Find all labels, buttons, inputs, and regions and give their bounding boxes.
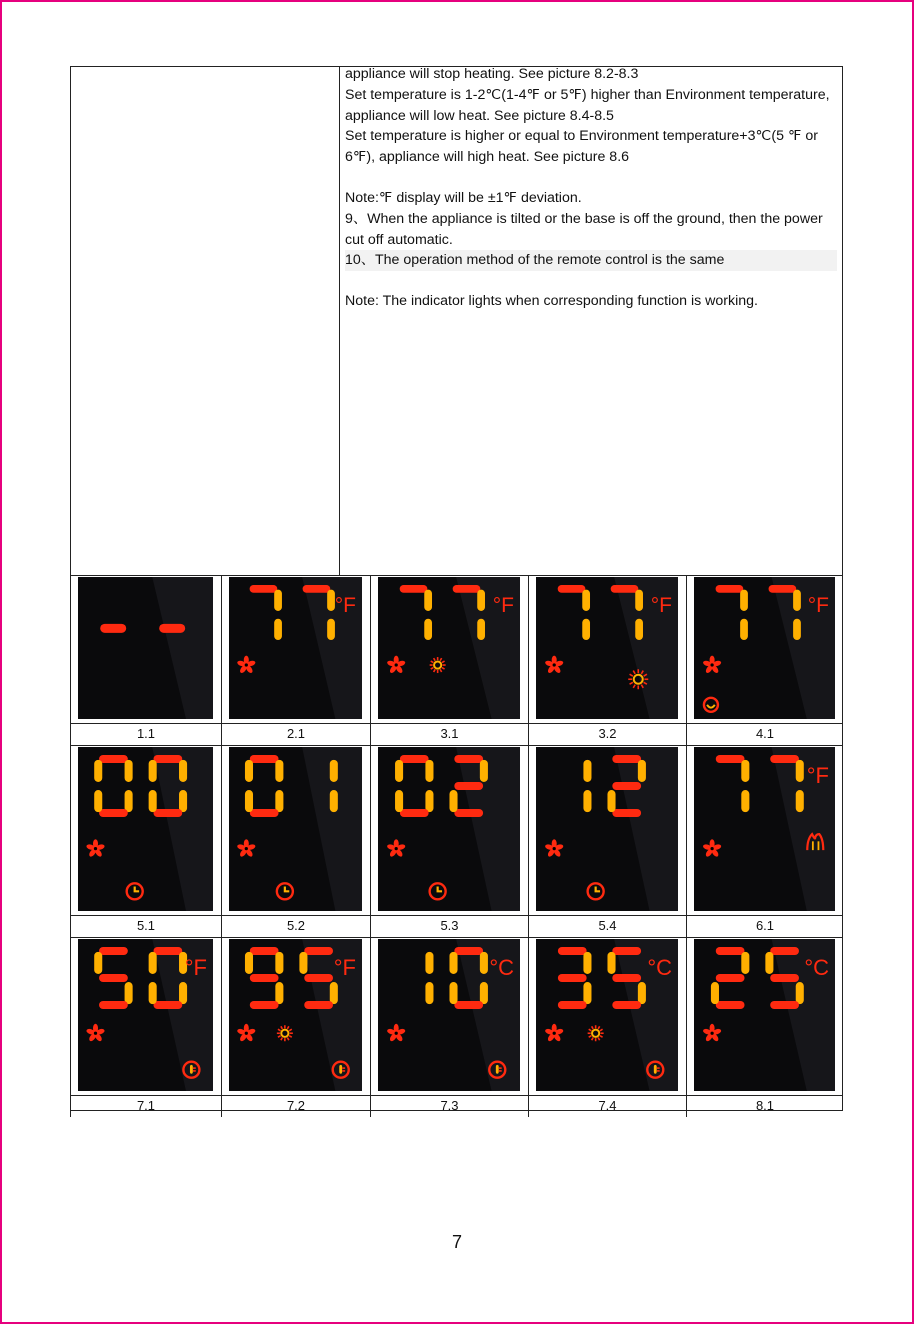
lcd-segment (304, 974, 333, 982)
lcd-segment (395, 790, 403, 812)
lcd-segment (425, 790, 433, 812)
unit-label: °F (333, 954, 356, 980)
lcd-segment (741, 790, 749, 812)
lcd-segment (250, 809, 279, 817)
picture-caption: 1.1 (70, 723, 221, 745)
lcd-display (378, 577, 520, 719)
lcd-segment (449, 982, 457, 1004)
paragraph: Set temperature is 1-2℃(1-4℉ or 5℉) higher than Environment temperature, appliance will low heat. See picture 8.4-8.5 (345, 86, 830, 124)
lcd-segment (275, 982, 283, 1004)
page-number: 7 (451, 1232, 462, 1252)
lcd-segment (425, 982, 433, 1004)
lcd-display (694, 939, 835, 1091)
lcd-segment (796, 790, 804, 812)
paragraph: 9、When the appliance is tilted or the base is off the ground, then the power cut off automatic. (345, 210, 823, 248)
picture-caption: 3.1 (370, 723, 528, 745)
lcd-segment (99, 1001, 128, 1009)
lcd-segment (149, 760, 157, 782)
lcd-segment (424, 590, 432, 611)
lcd-segment (769, 585, 797, 593)
lcd-display-panel (229, 577, 362, 719)
lcd-segment (558, 947, 587, 955)
lcd-segment (741, 952, 749, 974)
lcd-segment (453, 585, 481, 593)
lcd-segment (454, 782, 483, 790)
lcd-segment (796, 760, 804, 782)
lcd-display (378, 747, 520, 911)
lcd-segment (245, 952, 253, 974)
grid-line (70, 723, 843, 724)
unit-label: °F (184, 954, 207, 980)
lcd-segment (400, 755, 429, 763)
lcd-segment (274, 590, 282, 611)
lcd-segment (304, 947, 333, 955)
lcd-segment (611, 585, 639, 593)
lcd-segment (330, 790, 338, 812)
picture-caption: 6.1 (686, 915, 843, 937)
lcd-display-panel (694, 577, 835, 719)
lcd-segment (480, 760, 488, 782)
lcd-segment (425, 760, 433, 782)
lcd-segment (153, 755, 182, 763)
lcd-segment (250, 755, 279, 763)
lcd-segment (477, 619, 485, 640)
lcd-segment (612, 782, 641, 790)
unit-label: °F (650, 593, 672, 617)
lcd-segment (558, 585, 586, 593)
lcd-segment (582, 590, 590, 611)
unit-label: °F (492, 593, 514, 617)
lcd-display-panel (378, 939, 520, 1091)
lcd-segment (179, 760, 187, 782)
grid-line (70, 1095, 843, 1096)
lcd-segment (796, 982, 804, 1004)
unit-label: °C (647, 954, 672, 980)
lcd-segment (635, 590, 643, 611)
lcd-segment (250, 1001, 279, 1009)
lcd-segment (153, 1001, 182, 1009)
lcd-segment (638, 982, 646, 1004)
lcd-segment (425, 952, 433, 974)
lcd-segment (480, 982, 488, 1004)
lcd-segment (770, 974, 799, 982)
picture-caption: 2.1 (221, 723, 370, 745)
lcd-segment (583, 952, 591, 974)
picture-caption: 3.2 (528, 723, 686, 745)
lcd-segment (607, 952, 615, 974)
lcd-segment (303, 585, 331, 593)
lcd-segment (477, 590, 485, 611)
lcd-segment (400, 809, 429, 817)
grid-line (528, 575, 529, 1111)
lcd-display (536, 747, 678, 911)
lcd-display-panel (694, 747, 835, 911)
lcd-segment (558, 1001, 587, 1009)
lcd-segment (395, 760, 403, 782)
lcd-dash (159, 624, 185, 633)
lcd-display (536, 939, 678, 1091)
lcd-segment (454, 1001, 483, 1009)
lcd-segment (327, 619, 335, 640)
spacer (345, 168, 837, 188)
lcd-segment (330, 982, 338, 1004)
table-divider (339, 66, 340, 576)
lcd-segment (245, 790, 253, 812)
lcd-segment (149, 982, 157, 1004)
lcd-segment (275, 952, 283, 974)
lcd-segment (770, 1001, 799, 1009)
paragraph: Note:℉ display will be ±1℉ deviation. (345, 189, 582, 206)
lcd-display-panel (78, 939, 213, 1091)
unit-label: °F (807, 593, 829, 617)
picture-caption: 5.4 (528, 915, 686, 937)
picture-caption: 7.3 (370, 1095, 528, 1117)
lcd-segment (716, 1001, 745, 1009)
lcd-segment (99, 809, 128, 817)
spacer (345, 271, 837, 291)
lcd-segment (99, 947, 128, 955)
lcd-display (536, 577, 678, 719)
lcd-segment (275, 760, 283, 782)
lcd-segment (770, 947, 799, 955)
lcd-segment (274, 619, 282, 640)
lcd-display (694, 577, 835, 719)
lcd-segment (741, 760, 749, 782)
lcd-segment (330, 760, 338, 782)
lcd-segment (99, 974, 128, 982)
lcd-segment (149, 952, 157, 974)
lcd-segment (612, 755, 641, 763)
instructions-text (345, 64, 837, 312)
lcd-segment (94, 760, 102, 782)
picture-caption: 5.2 (221, 915, 370, 937)
lcd-display-panel (536, 577, 678, 719)
lcd-display (378, 939, 520, 1091)
lcd-segment (583, 790, 591, 812)
paragraph: 10、The operation method of the remote control is the same (345, 250, 837, 271)
lcd-segment (454, 809, 483, 817)
lcd-segment (449, 790, 457, 812)
lcd-segment (793, 590, 801, 611)
lcd-segment (793, 619, 801, 640)
lcd-segment (716, 755, 745, 763)
lcd-segment (765, 952, 773, 974)
lcd-segment (299, 952, 307, 974)
unit-label: °F (806, 762, 829, 788)
lcd-display-panel (78, 747, 213, 911)
grid-line (686, 575, 687, 1111)
lcd-segment (125, 982, 133, 1004)
lcd-segment (740, 619, 748, 640)
lcd-segment (716, 974, 745, 982)
lcd-display-panel (378, 747, 520, 911)
picture-caption: 4.1 (686, 723, 843, 745)
lcd-segment (454, 755, 483, 763)
lcd-display-panel (536, 939, 678, 1091)
lcd-segment (716, 947, 745, 955)
lcd-segment (454, 947, 483, 955)
lcd-segment (94, 790, 102, 812)
unit-label: °C (489, 954, 514, 980)
lcd-display-panel (78, 577, 213, 719)
lcd-segment (179, 790, 187, 812)
lcd-segment (638, 760, 646, 782)
lcd-display-panel (229, 747, 362, 911)
lcd-display (694, 747, 835, 911)
picture-caption: 8.1 (686, 1095, 843, 1117)
grid-line (370, 575, 371, 1111)
picture-caption: 7.4 (528, 1095, 686, 1117)
lcd-display-panel (694, 939, 835, 1091)
grid-line (70, 937, 843, 938)
lcd-segment (424, 619, 432, 640)
lcd-segment (635, 619, 643, 640)
lcd-display-panel (229, 939, 362, 1091)
lcd-display (229, 939, 362, 1091)
lcd-segment (125, 760, 133, 782)
paragraph: Set temperature is higher or equal to Environment temperature+3℃(5 ℉ or 6℉), appliance will high heat. See picture 8.6 (345, 128, 819, 166)
unit-label: °F (334, 593, 356, 617)
lcd-segment (607, 790, 615, 812)
lcd-segment (304, 1001, 333, 1009)
lcd-segment (770, 755, 799, 763)
picture-caption: 5.3 (370, 915, 528, 937)
lcd-segment (179, 982, 187, 1004)
lcd-display-panel (536, 747, 678, 911)
lcd-segment (449, 952, 457, 974)
lcd-segment (612, 809, 641, 817)
lcd-segment (716, 585, 744, 593)
lcd-dash (100, 624, 126, 633)
lcd-segment (94, 952, 102, 974)
lcd-display (78, 747, 213, 911)
lcd-display (78, 939, 213, 1091)
lcd-segment (250, 947, 279, 955)
lcd-segment (612, 1001, 641, 1009)
grid-line (70, 745, 843, 746)
picture-caption: 7.2 (221, 1095, 370, 1117)
lcd-segment (480, 952, 488, 974)
lcd-display (229, 747, 362, 911)
picture-caption: 5.1 (70, 915, 221, 937)
paragraph: Note: The indicator lights when corresponding function is working. (345, 293, 758, 310)
lcd-display (229, 577, 362, 719)
lcd-segment (99, 755, 128, 763)
lcd-segment (612, 947, 641, 955)
lcd-segment (612, 974, 641, 982)
lcd-segment (149, 790, 157, 812)
grid-line (70, 915, 843, 916)
lcd-display-panel (378, 577, 520, 719)
grid-line (221, 575, 222, 1111)
lcd-segment (583, 760, 591, 782)
lcd-segment (153, 947, 182, 955)
lcd-segment (250, 974, 279, 982)
picture-caption: 7.1 (70, 1095, 221, 1117)
lcd-segment (125, 790, 133, 812)
lcd-display (78, 577, 213, 719)
lcd-segment (250, 585, 278, 593)
lcd-segment (740, 590, 748, 611)
lcd-segment (275, 790, 283, 812)
lcd-segment (245, 760, 253, 782)
lcd-segment (711, 982, 719, 1004)
lcd-segment (582, 619, 590, 640)
lcd-segment (583, 982, 591, 1004)
lcd-segment (327, 590, 335, 611)
lcd-segment (400, 585, 428, 593)
lcd-segment (153, 809, 182, 817)
paragraph: appliance will stop heating. See picture 8.2-8.3 (345, 66, 639, 82)
lcd-segment (558, 974, 587, 982)
unit-label: °C (804, 954, 829, 980)
